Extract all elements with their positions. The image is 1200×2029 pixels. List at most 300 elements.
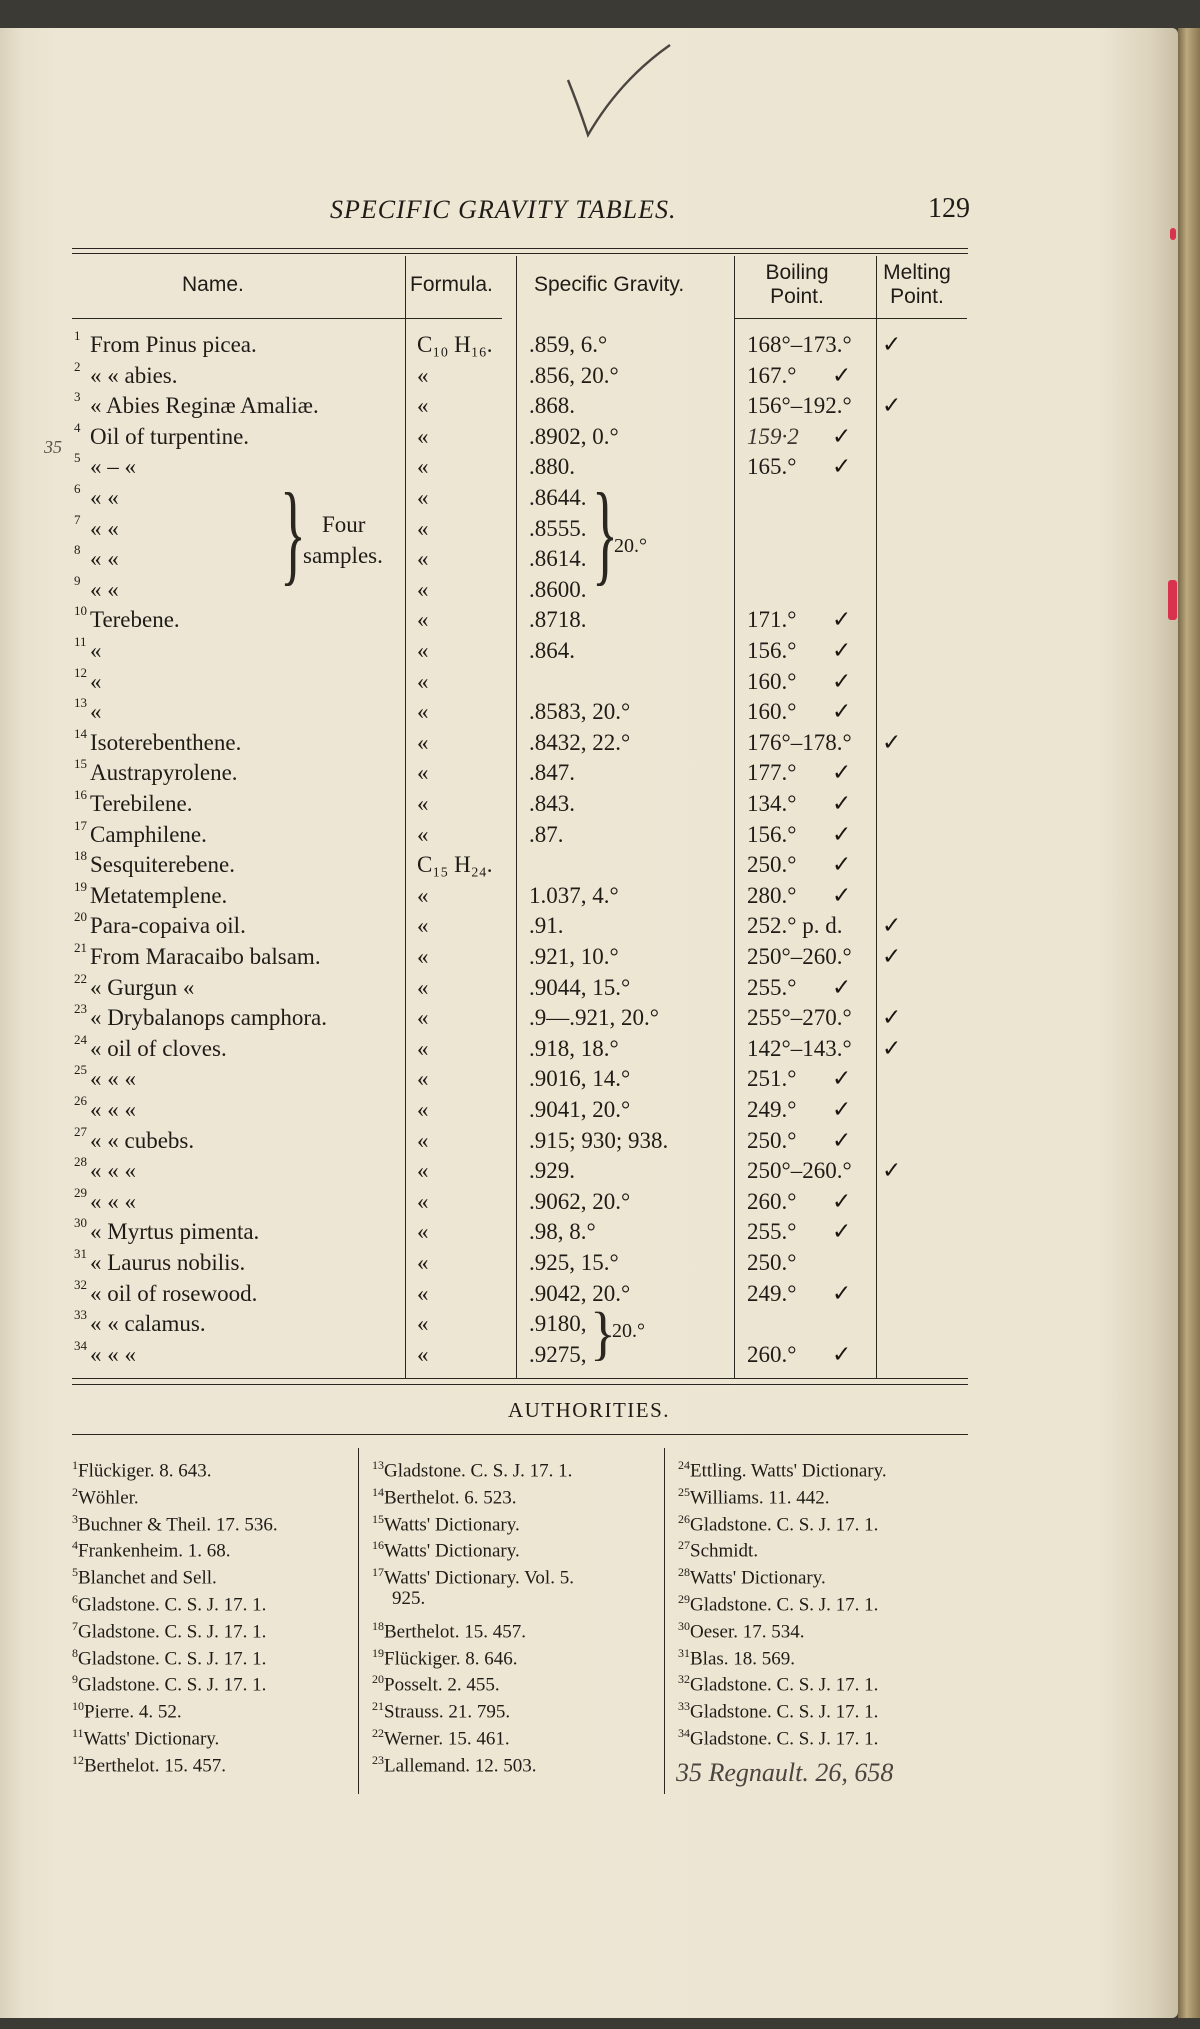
row-number: 8 — [74, 542, 81, 558]
authority-entry — [678, 1506, 887, 1533]
page-edge — [1178, 28, 1200, 2018]
row-name: Oil of turpentine. — [90, 423, 250, 449]
header-underline — [735, 318, 967, 319]
row-formula: « — [417, 882, 429, 908]
authority-entry — [72, 1479, 278, 1509]
authority-entry — [72, 1586, 278, 1616]
row-number: 15 — [74, 756, 87, 772]
top-rule — [72, 248, 968, 249]
table-row — [72, 511, 972, 546]
authority-text: Watts' Dictionary. — [384, 1540, 520, 1562]
col-sg-header: Specific Gravity. — [534, 273, 685, 296]
authority-entry — [372, 1586, 574, 1613]
authority-number: 1 — [72, 1458, 78, 1472]
authority-text: Oeser. 17. 534. — [690, 1621, 805, 1643]
row-formula: « — [417, 1341, 429, 1367]
authority-entry — [678, 1532, 887, 1562]
table-row — [72, 1093, 972, 1127]
top-rule-thin — [72, 253, 968, 254]
authority-entry — [372, 1532, 574, 1562]
check-mark-icon: ✓ — [882, 944, 902, 970]
row-name: Camphilene. — [90, 821, 207, 847]
row-number: 11 — [74, 634, 87, 649]
authority-number: 11 — [72, 1725, 84, 1740]
check-mark-icon: ✓ — [832, 423, 852, 450]
authority-number: 29 — [678, 1591, 690, 1606]
row-formula: « — [417, 515, 429, 541]
row-boiling-point: 156°–192.° — [747, 393, 852, 419]
authority-entry — [72, 1559, 278, 1589]
row-formula: « — [417, 485, 429, 510]
row-formula: « — [417, 362, 429, 388]
row-name: « oil of rosewood. — [90, 1280, 258, 1306]
row-number: 12 — [74, 664, 87, 680]
table-row — [72, 970, 972, 1005]
check-mark-icon: ✓ — [832, 1219, 852, 1246]
authority-number: 26 — [678, 1511, 690, 1526]
row-specific-gravity: .9041, 20.° — [529, 1097, 631, 1122]
table-row — [72, 1215, 972, 1249]
authority-text: Ettling. Watts' Dictionary. — [690, 1460, 887, 1482]
check-mark-icon: ✓ — [832, 607, 852, 634]
row-name: Para-copaiva oil. — [90, 913, 246, 939]
authority-number: 5 — [72, 1565, 78, 1580]
row-name: « Gurgun « — [90, 974, 195, 1000]
table-row — [72, 634, 972, 668]
check-mark-icon: ✓ — [882, 332, 902, 358]
authority-number: 3 — [72, 1511, 78, 1526]
authority-entry — [72, 1666, 278, 1696]
row-number: 9 — [74, 572, 81, 588]
authority-number: 27 — [678, 1538, 690, 1553]
row-boiling-point: 156.° — [747, 821, 797, 847]
row-specific-gravity: .9016, 14.° — [529, 1066, 631, 1092]
row-number: 20 — [74, 909, 87, 925]
row-formula: « — [417, 576, 429, 602]
table-row — [72, 1337, 972, 1372]
authority-entry — [372, 1720, 574, 1750]
authority-text: Frankenheim. 1. 68. — [78, 1540, 231, 1562]
row-number: 10 — [74, 603, 87, 619]
table-row — [72, 603, 972, 637]
auth-divider — [664, 1448, 665, 1794]
row-boiling-point: 250°–260.° — [747, 944, 852, 969]
row-name: « oil of cloves. — [90, 1035, 227, 1061]
margin-note: 35 — [44, 437, 62, 457]
row-specific-gravity: .918, 18.° — [529, 1035, 619, 1061]
row-boiling-point: 165.° — [747, 454, 797, 480]
authority-text: 925. — [392, 1587, 426, 1609]
row-specific-gravity: .9180, — [529, 1311, 587, 1337]
row-formula: « — [417, 1311, 429, 1337]
authority-text: Gladstone. C. S. J. 17. 1. — [78, 1674, 267, 1696]
authority-entry — [72, 1640, 278, 1667]
authority-number: 8 — [72, 1645, 78, 1660]
row-name: « « abies. — [90, 362, 178, 388]
check-mark-icon: ✓ — [832, 699, 852, 726]
check-mark-icon: ✓ — [882, 1005, 902, 1032]
row-number: 19 — [74, 878, 87, 894]
row-name: « « — [90, 515, 119, 541]
authority-number: 34 — [678, 1725, 690, 1740]
table-row — [72, 725, 972, 760]
row-number: 6 — [74, 481, 81, 496]
check-mark-icon: ✓ — [882, 1158, 902, 1185]
authority-number: 25 — [678, 1484, 690, 1499]
row-boiling-point: 168°–173.° — [747, 332, 852, 357]
row-boiling-point: 249.° — [747, 1280, 797, 1306]
authority-entry — [678, 1720, 887, 1750]
calamus-temp: 20.° — [612, 1320, 645, 1342]
authority-entry — [372, 1666, 574, 1696]
row-formula: « — [417, 393, 429, 419]
authority-entry — [72, 1532, 278, 1562]
row-boiling-point: 160.° — [747, 699, 797, 725]
authority-text: Blanchet and Sell. — [78, 1567, 217, 1589]
authority-entry — [72, 1506, 278, 1533]
authority-number: 6 — [72, 1591, 78, 1606]
row-specific-gravity: .8614. — [529, 546, 587, 572]
row-name: « — [90, 668, 102, 694]
row-boiling-point: 156.° — [747, 638, 797, 663]
row-formula: « — [417, 1127, 429, 1153]
row-specific-gravity: .847. — [529, 760, 575, 786]
row-number: 29 — [74, 1184, 87, 1200]
row-specific-gravity: .8600. — [529, 576, 587, 602]
row-boiling-point: 160.° — [747, 668, 797, 694]
table-row — [72, 1246, 972, 1280]
check-mark-icon: ✓ — [832, 1341, 852, 1368]
authority-text: Posselt. 2. 455. — [384, 1674, 500, 1696]
authority-entry — [372, 1506, 574, 1533]
row-boiling-point: 159·2 — [747, 423, 799, 449]
row-name: « « « — [90, 1097, 136, 1122]
sg-group-temp: 20.° — [614, 535, 647, 557]
authority-number: 21 — [372, 1699, 384, 1714]
authority-text: Berthelot. 6. 523. — [384, 1487, 517, 1509]
row-formula: « — [417, 607, 429, 633]
row-name: Metatemplene. — [90, 882, 228, 908]
row-name: Isoterebenthene. — [90, 729, 242, 755]
authorities-column-1 — [72, 1452, 278, 1777]
row-number: 34 — [74, 1337, 87, 1353]
col-mp-header: Melting Point. — [883, 261, 951, 308]
row-number: 26 — [74, 1093, 87, 1108]
check-mark-icon: ✓ — [882, 729, 902, 756]
table-row — [72, 1154, 972, 1188]
check-mark-icon: ✓ — [832, 882, 852, 909]
table-row — [72, 481, 972, 515]
calamus-brace: } — [590, 1300, 616, 1367]
authority-entry — [372, 1640, 574, 1667]
row-name: « Myrtus pimenta. — [90, 1219, 260, 1245]
row-specific-gravity: .8902, 0.° — [529, 423, 619, 449]
row-formula: « — [417, 1066, 429, 1092]
authority-number: 15 — [372, 1511, 384, 1526]
row-formula: « — [417, 1035, 429, 1061]
row-number: 13 — [74, 695, 87, 711]
authority-entry — [372, 1613, 574, 1643]
table-row — [72, 1276, 972, 1311]
authority-number: 7 — [72, 1618, 78, 1633]
table-row — [72, 1001, 972, 1035]
row-specific-gravity: .98, 8.° — [529, 1219, 596, 1245]
authority-text: Gladstone. C. S. J. 17. 1. — [690, 1701, 879, 1723]
bottom-rule — [72, 1378, 968, 1379]
row-specific-gravity: .9062, 20.° — [529, 1188, 631, 1214]
table-row — [72, 878, 972, 913]
row-specific-gravity: .8583, 20.° — [529, 699, 631, 725]
row-number: 2 — [74, 358, 81, 374]
check-mark-icon: ✓ — [832, 1066, 852, 1093]
row-boiling-point: 255.° — [747, 974, 797, 1000]
table-row — [72, 1184, 972, 1219]
check-mark-icon: ✓ — [832, 362, 852, 389]
row-formula: « — [417, 821, 429, 847]
row-name: « « « — [90, 1158, 136, 1184]
authority-entry — [72, 1452, 278, 1482]
row-formula: « — [417, 668, 429, 694]
authority-text: Gladstone. C. S. J. 17. 1. — [78, 1594, 267, 1616]
row-formula: « — [417, 1188, 429, 1214]
row-formula: « — [417, 638, 429, 663]
row-number: 21 — [74, 940, 87, 955]
authority-text: Watts' Dictionary. — [690, 1567, 826, 1589]
row-boiling-point: 250.° — [747, 1127, 797, 1153]
row-number: 14 — [74, 725, 87, 741]
row-boiling-point: 142°–143.° — [747, 1035, 852, 1061]
row-number: 28 — [74, 1154, 87, 1170]
table-row — [72, 940, 972, 974]
row-boiling-point: 252.° p. d. — [747, 913, 843, 939]
check-mark-icon: ✓ — [882, 393, 902, 420]
authority-number: 30 — [678, 1618, 690, 1633]
row-formula: « — [417, 454, 429, 480]
authority-text: Gladstone. C. S. J. 17. 1. — [690, 1728, 879, 1750]
page-number: 129 — [928, 193, 970, 224]
row-specific-gravity: .9042, 20.° — [529, 1280, 631, 1306]
row-specific-gravity: .87. — [529, 821, 564, 847]
col-formula-header: Formula. — [410, 273, 493, 296]
running-head — [70, 195, 970, 225]
table-row — [72, 419, 972, 454]
row-number: 31 — [74, 1246, 87, 1261]
samples-brace: } — [280, 470, 306, 597]
row-boiling-point: 167.° — [747, 362, 797, 388]
col-bp-header: Boiling Point. — [765, 261, 829, 308]
row-name: « Abies Reginæ Amaliæ. — [90, 393, 319, 419]
bottom-rule-thin — [72, 1384, 968, 1385]
row-specific-gravity: .915; 930; 938. — [529, 1127, 669, 1153]
row-boiling-point: 250°–260.° — [747, 1158, 852, 1184]
row-name: From Pinus picea. — [90, 332, 257, 357]
table-row — [72, 695, 972, 729]
row-name: Sesquiterebene. — [90, 852, 235, 878]
row-specific-gravity: .8718. — [529, 607, 587, 633]
authority-number: 14 — [372, 1484, 384, 1499]
row-formula: « — [417, 913, 429, 939]
authority-text: Watts' Dictionary. — [384, 1513, 520, 1535]
authority-entry — [678, 1693, 887, 1723]
row-formula: « — [417, 1280, 429, 1306]
pencil-check-mark — [560, 40, 680, 150]
row-specific-gravity: .929. — [529, 1158, 575, 1184]
row-formula: « — [417, 1005, 429, 1031]
row-name: « « — [90, 485, 119, 510]
row-specific-gravity: .843. — [529, 791, 575, 816]
handwritten-note: 35 Regnault. 26, 658 — [676, 1758, 894, 1787]
authority-number: 19 — [372, 1645, 384, 1660]
table-row — [72, 787, 972, 821]
row-specific-gravity: .921, 10.° — [529, 944, 619, 969]
authority-text: Blas. 18. 569. — [690, 1647, 796, 1669]
authority-text: Gladstone. C. S. J. 17. 1. — [690, 1594, 879, 1616]
row-specific-gravity: .9275, — [529, 1341, 587, 1367]
row-boiling-point: 249.° — [747, 1097, 797, 1122]
check-mark-icon: ✓ — [882, 1035, 902, 1062]
row-number: 33 — [74, 1307, 87, 1323]
row-number: 23 — [74, 1001, 87, 1017]
check-mark-icon: ✓ — [832, 1097, 852, 1123]
authority-text: Schmidt. — [690, 1540, 759, 1562]
table-row — [72, 328, 972, 362]
col-name-header: Name. — [182, 273, 244, 296]
table-row — [72, 542, 972, 576]
authority-number: 22 — [372, 1725, 384, 1740]
check-mark-icon: ✓ — [832, 1280, 852, 1307]
authority-entry — [72, 1613, 278, 1643]
row-formula: « — [417, 423, 429, 449]
authority-text: Gladstone. C. S. J. 17. 1. — [690, 1513, 879, 1535]
check-mark-icon: ✓ — [832, 1188, 852, 1215]
authority-entry — [72, 1720, 278, 1750]
check-mark-icon: ✓ — [832, 638, 852, 664]
row-specific-gravity: .91. — [529, 913, 564, 939]
check-mark-icon: ✓ — [832, 791, 852, 817]
authority-entry — [678, 1586, 887, 1616]
table-row — [72, 1123, 972, 1158]
table-row — [72, 848, 972, 882]
authorities-title: AUTHORITIES. — [507, 1398, 671, 1422]
row-specific-gravity: .925, 15.° — [529, 1250, 619, 1275]
row-boiling-point: 251.° — [747, 1066, 797, 1092]
row-specific-gravity: .859, 6.° — [529, 332, 608, 357]
row-number: 18 — [74, 848, 87, 864]
table-row — [72, 1307, 972, 1341]
row-name: Terebilene. — [90, 791, 193, 816]
authority-entry — [372, 1747, 574, 1777]
authority-text: Werner. 15. 461. — [384, 1728, 510, 1750]
row-boiling-point: 250.° — [747, 1250, 797, 1275]
authority-entry — [72, 1693, 278, 1723]
authority-number: 17 — [372, 1565, 384, 1580]
row-boiling-point: 171.° — [747, 607, 797, 633]
authority-text: Flückiger. 8. 646. — [384, 1647, 518, 1669]
check-mark-icon: ✓ — [832, 852, 852, 879]
authority-text: Watts' Dictionary. Vol. 5. — [384, 1567, 574, 1589]
check-mark-icon: ✓ — [832, 454, 852, 481]
authority-number: 31 — [678, 1645, 690, 1660]
row-number: 32 — [74, 1276, 87, 1292]
authority-text: Watts' Dictionary. — [83, 1728, 220, 1750]
row-boiling-point: 134.° — [747, 791, 797, 816]
row-specific-gravity: .856, 20.° — [529, 362, 619, 388]
row-name: « « — [90, 576, 119, 602]
row-formula: « — [417, 791, 429, 816]
authority-entry — [72, 1747, 278, 1777]
row-formula: « — [417, 1097, 429, 1122]
row-boiling-point: 260.° — [747, 1341, 797, 1367]
row-boiling-point: 250.° — [747, 852, 797, 878]
row-specific-gravity: .880. — [529, 454, 575, 480]
row-formula: « — [417, 760, 429, 786]
row-number: 27 — [74, 1123, 87, 1139]
authority-entry — [678, 1452, 887, 1482]
authority-text: Flückiger. 8. 643. — [78, 1460, 212, 1482]
auth-divider — [358, 1448, 359, 1794]
row-name: « « « — [90, 1188, 136, 1214]
row-formula: C₁₅ H₂₄. — [417, 852, 493, 878]
authority-text: Williams. 11. 442. — [690, 1487, 830, 1509]
row-boiling-point: 260.° — [747, 1188, 797, 1214]
table-row — [72, 909, 972, 943]
authority-entry — [372, 1452, 574, 1482]
check-mark-icon: ✓ — [882, 913, 902, 940]
authority-entry — [372, 1559, 574, 1589]
authority-number: 13 — [372, 1458, 384, 1472]
authority-entry — [372, 1479, 574, 1509]
check-mark-icon: ✓ — [832, 974, 852, 1001]
authority-number: 33 — [678, 1699, 690, 1714]
red-ink-mark — [1168, 580, 1177, 620]
row-number: 30 — [74, 1215, 87, 1231]
row-number: 7 — [74, 511, 81, 527]
check-mark-icon: ✓ — [832, 668, 852, 695]
authority-text: Strauss. 21. 795. — [384, 1701, 511, 1723]
authority-text: Pierre. 4. 52. — [84, 1701, 182, 1723]
authority-number: 28 — [678, 1565, 690, 1580]
row-boiling-point: 176°–178.° — [747, 729, 852, 755]
row-formula: « — [417, 974, 429, 1000]
authority-text: Berthelot. 15. 457. — [84, 1755, 226, 1777]
authority-number: 2 — [72, 1484, 78, 1499]
authority-number: 32 — [678, 1672, 690, 1687]
four-samples-label-1: Four — [322, 512, 366, 537]
row-formula: C₁₀ H₁₆. — [417, 332, 493, 357]
row-name: « – « — [90, 454, 136, 480]
table-header — [72, 255, 968, 323]
row-number: 16 — [74, 787, 87, 802]
row-number: 22 — [74, 970, 87, 986]
authority-text: Gladstone. C. S. J. 17. 1. — [78, 1621, 267, 1643]
row-formula: « — [417, 699, 429, 725]
row-number: 25 — [74, 1062, 87, 1078]
running-title: SPECIFIC GRAVITY TABLES. — [330, 195, 677, 224]
authority-number: 10 — [72, 1699, 84, 1714]
row-formula: « — [417, 1219, 429, 1245]
authority-entry — [678, 1640, 887, 1667]
authority-number: 12 — [72, 1752, 84, 1767]
authority-entry — [678, 1666, 887, 1696]
row-specific-gravity: 1.037, 4.° — [529, 882, 619, 908]
row-specific-gravity: .8555. — [529, 515, 587, 541]
authority-text: Wöhler. — [78, 1487, 139, 1509]
row-boiling-point: 280.° — [747, 882, 797, 908]
row-formula: « — [417, 729, 429, 755]
row-name: « « calamus. — [90, 1311, 206, 1337]
row-formula: « — [417, 546, 429, 572]
row-name: « « — [90, 546, 119, 572]
